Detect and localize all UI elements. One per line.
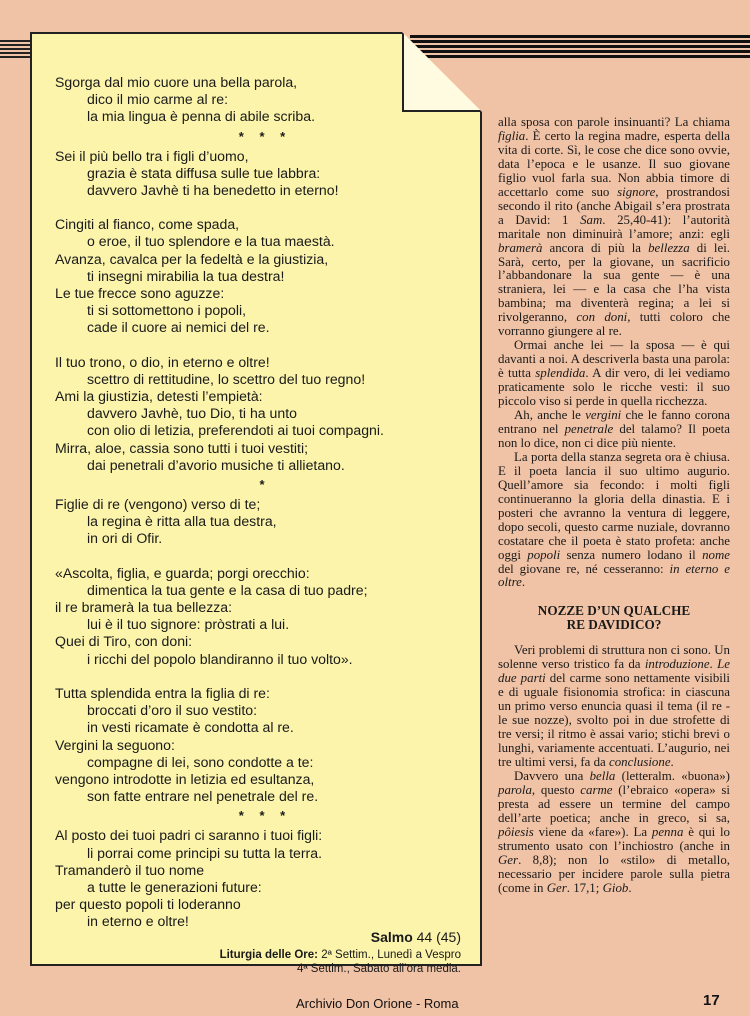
stanza-separator: *	[259, 477, 271, 493]
verse-line: la regina è ritta alla tua destra,	[87, 513, 277, 530]
commentary-paragraph: alla sposa con parole insinuanti? La chiama figlia. È certo la regina madre, esperta della vita di corte. Sì, le cose che dice sono ovvie, data l’epoca e le usanze. Il suo giovane figlio vuol farla sua. Non abbia timore di accettarlo come suo signore, prostrandosi secondo il rito (anche Abigail s’era prostrata a David: 1 Sam. 25,40-41): l’autorità maritale non diminuirà l’amore; anzi: egli bramerà ancora di più la bellezza di lei. Sarà, certo, per la giovane, un sacrificio l’abbandonare la sua gente — è una straniera, lei — e la casa che l’ha vista bambina; ma diventerà regina; a lei si rivolgeranno, con doni, tutti coloro che vorranno giungere al re.	[498, 115, 730, 339]
verse-line: davvero Javhè ti ha benedetto in eterno!	[87, 182, 339, 199]
stanza-separator: * * *	[238, 128, 292, 144]
psalm-source: Salmo 44 (45)	[370, 928, 461, 945]
verse-line: grazia è stata diffusa sulle tue labbra:	[87, 164, 321, 181]
verse-line: Tramanderò il tuo nome	[55, 861, 205, 878]
stanza-gap	[55, 337, 475, 354]
psalm-text	[55, 74, 475, 991]
verse-line: o eroe, il tuo splendore e la tua maestà.	[87, 233, 335, 250]
decor-stripes-right	[410, 35, 750, 59]
verse-line: Mirra, aloe, cassia sono tutti i tuoi vestiti;	[55, 439, 309, 456]
verse-line: ti si sottomettono i popoli,	[87, 302, 247, 319]
verse-line: dai penetrali d’avorio musiche ti allietano.	[87, 456, 345, 473]
verse-line: in eterno e oltre!	[87, 913, 189, 930]
verse-line: la mia lingua è penna di abile scriba.	[87, 108, 315, 125]
commentary-paragraph: Davvero una bella (letteralm. «buona») parola, questo carme (l’ebraico «opera» si presta ad essere un termine del campo dell’arte poetica; anche in greco, si sa, pôiesis viene da «fare»). La penna è qui lo strumento usato con l’inchiostro (anche in Ger. 8,8); non lo «stilo» di metallo, necessario per incidere parole sulla pietra (come in Ger. 17,1; Giob.	[498, 768, 730, 895]
verse-line: Al posto dei tuoi padri ci saranno i tuoi figli:	[55, 827, 323, 844]
stanza-separator: * * *	[238, 808, 292, 824]
stanza-gap	[55, 199, 475, 216]
verse-line: in vesti ricamate è condotta al re.	[87, 719, 294, 736]
verse-line: a tutte le generazioni future:	[87, 878, 262, 895]
verse-line: lui è il tuo signore: pròstrati a lui.	[87, 616, 290, 633]
verse-line: con olio di letizia, preferendoti ai tuoi compagni.	[87, 422, 384, 439]
liturgy-line-2: 4ª Settim., Sabato all’ora media.	[296, 962, 461, 975]
verse-line: Sei il più bello tra i figli d’uomo,	[55, 147, 249, 164]
commentary-paragraph: Veri problemi di struttura non ci sono. Un solenne verso tristico fa da introduzione. Le due parti del carme sono nettamente visibili e di uguale fisionomia strofica: in ciascuna un primo verso enuncia quasi il tema (il re - le sue nozze), svolto poi in due strofette di tre versi; il ritmo è assai vario; stichi brevi o lunghi, variamente accentuati. L’augurio, nei tre ultimi versi, fa da conclusione.	[498, 643, 731, 770]
verse-line: li porrai come principi su tutta la terra.	[87, 844, 322, 861]
verse-line: Le tue frecce sono aguzze:	[55, 285, 225, 302]
stanza-gap	[55, 668, 475, 685]
page-number: 17	[703, 992, 720, 1009]
verse-line: dico il mio carme al re:	[87, 91, 228, 108]
liturgy-line-1: Liturgia delle Ore: 2ª Settim., Lunedì a Vespro	[219, 948, 461, 961]
verse-line: son fatte entrare nel penetrale del re.	[87, 788, 319, 805]
verse-line: scettro di rettitudine, lo scettro del tuo regno!	[87, 370, 366, 387]
verse-line: il re bramerà la tua bellezza:	[55, 599, 233, 616]
verse-line: davvero Javhè, tuo Dio, ti ha unto	[87, 405, 297, 422]
commentary-part-1	[498, 116, 730, 590]
verse-line: Tutta splendida entra la figlia di re:	[55, 684, 270, 701]
verse-line: ti insegni mirabilia la tua destra!	[87, 267, 285, 284]
verse-line: dimentica la tua gente e la casa di tuo padre;	[87, 581, 368, 598]
commentary-column	[498, 116, 730, 896]
verse-line: cade il cuore ai nemici del re.	[87, 319, 270, 336]
stanza-gap	[55, 548, 475, 565]
decor-stripes-left	[0, 40, 30, 58]
psalm-lines	[55, 74, 475, 931]
verse-line: Il tuo trono, o dio, in eterno e oltre!	[55, 353, 270, 370]
verse-line: Sgorga dal mio cuore una bella parola,	[55, 74, 298, 90]
verse-line: i ricchi del popolo blandiranno il tuo volto».	[87, 650, 353, 667]
archive-footer: Archivio Don Orione - Roma	[296, 996, 459, 1011]
psalm-attribution	[55, 928, 475, 991]
commentary-paragraph: Ormai anche lei — la sposa — è qui davanti a noi. A descriverla basta una parola: è tutta splendida. A dir vero, di lei vediamo praticamente solo le ricche vesti: il suo piccolo viso si perde in quella ricchezza.	[498, 338, 730, 409]
commentary-part-2	[498, 644, 730, 895]
commentary-paragraph: Ah, anche le vergini che le fanno corona entrano nel penetrale del talamo? Il poeta non lo dice, non ci dice più niente.	[498, 408, 730, 450]
verse-line: per questo popoli ti loderanno	[55, 896, 241, 913]
commentary-paragraph: La porta della stanza segreta ora è chiusa. E il poeta lancia il suo ultimo augurio. Quell’amore sia fecondo: i molti figli continueranno la gloria della dinastia. E i posteri che avranno la ventura di leggere, dopo secoli, questo carme nuziale, dovranno costatare che il poeta è stato profeta: anche oggi popoli senza numero lodano il nome del giovane re, né cesseranno: in eterno e oltre.	[498, 449, 730, 590]
verse-line: vengono introdotte in letizia ed esultanza,	[55, 770, 315, 787]
verse-line: Cingiti al fianco, come spada,	[55, 216, 240, 233]
section-heading: NOZZE D’UN QUALCHE RE DAVIDICO?	[537, 603, 691, 633]
verse-line: Ami la giustizia, detesti l’empietà:	[55, 388, 263, 405]
verse-line: Vergini la seguono:	[55, 736, 175, 753]
verse-line: broccati d’oro il suo vestito:	[87, 702, 257, 719]
verse-line: in ori di Ofir.	[87, 530, 163, 547]
verse-line: «Ascolta, figlia, e guarda; porgi orecchio:	[55, 564, 310, 581]
verse-line: compagne di lei, sono condotte a te:	[87, 753, 314, 770]
verse-line: Figlie di re (vengono) verso di te;	[55, 496, 261, 513]
verse-line: Quei di Tiro, con doni:	[55, 633, 193, 650]
verse-line: Avanza, cavalca per la fedeltà e la giustizia,	[55, 250, 329, 267]
